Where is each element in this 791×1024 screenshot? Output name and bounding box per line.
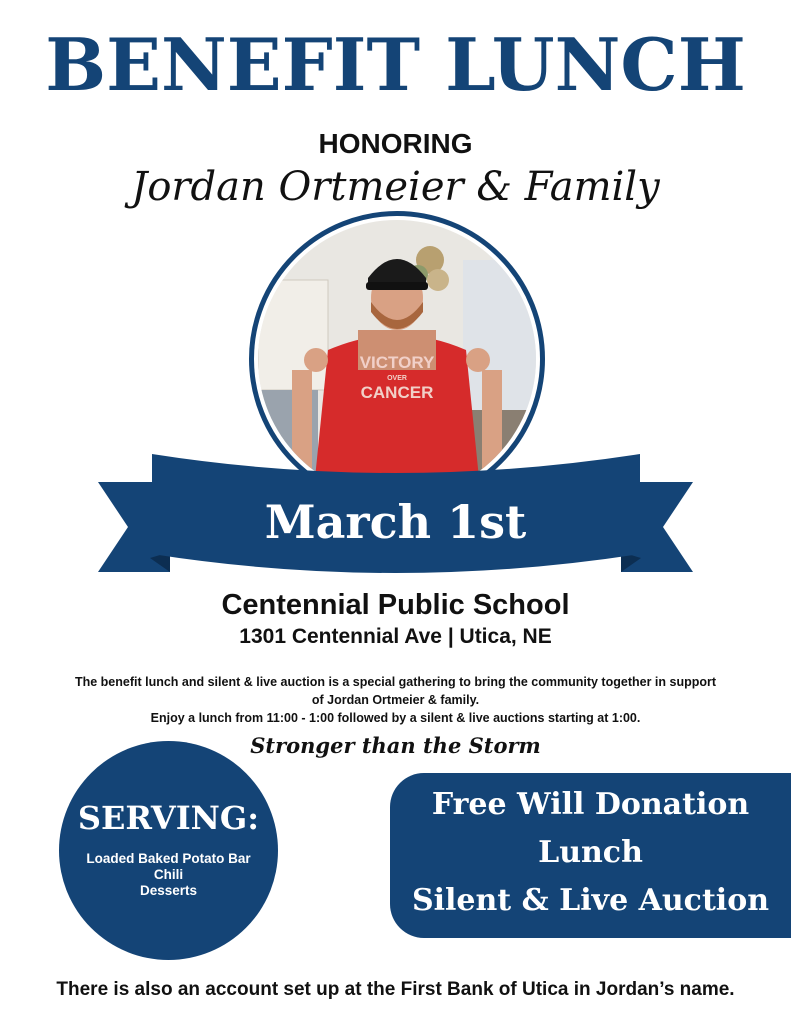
- event-description: [14, 673, 777, 727]
- description-line: of Jordan Ortmeier & family.: [311, 693, 480, 707]
- menu-item: Loaded Baked Potato Bar: [86, 851, 251, 866]
- menu-item: Chili: [153, 867, 184, 882]
- donation-line: Silent & Live Auction: [411, 883, 770, 918]
- tagline: Stronger than the Storm: [250, 733, 541, 758]
- serving-badge: [59, 741, 278, 960]
- donation-panel: [390, 773, 791, 938]
- serving-list: [59, 851, 278, 899]
- shirt-text-cancer: CANCER: [360, 383, 434, 402]
- shirt-text-over: OVER: [387, 375, 407, 382]
- honoring-label: HONORING: [318, 128, 473, 159]
- description-line: Enjoy a lunch from 11:00 - 1:00 followed by a silent & live auctions starting at 1:00.: [150, 711, 641, 725]
- footer-note: There is also an account set up at the First Bank of Utica in Jordan’s name.: [56, 979, 735, 1000]
- donation-line: Free Will Donation: [431, 787, 750, 822]
- serving-title: SERVING:: [77, 799, 260, 837]
- venue-address: 1301 Centennial Ave | Utica, NE: [239, 625, 552, 648]
- shirt-text-victory: VICTORY: [359, 353, 435, 372]
- donation-line: Lunch: [538, 835, 643, 870]
- menu-item: Desserts: [139, 883, 198, 898]
- page-title: BENEFIT LUNCH: [45, 22, 746, 107]
- description-line: The benefit lunch and silent & live auction is a special gathering to bring the community together in support: [74, 675, 717, 689]
- honoree-name: Jordan Ortmeier & Family: [131, 164, 660, 210]
- venue-name: Centennial Public School: [221, 589, 570, 621]
- event-date: March 1st: [264, 495, 527, 549]
